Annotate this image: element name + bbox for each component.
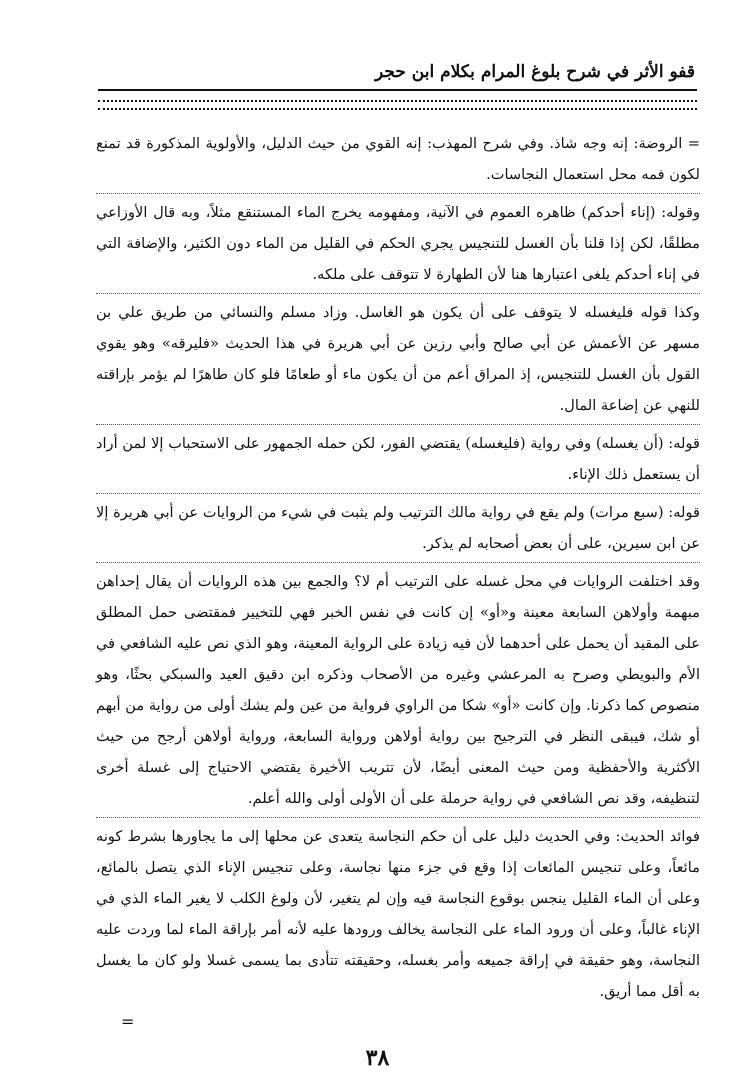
paragraph-separator — [96, 293, 700, 294]
header-rule — [98, 89, 697, 91]
paragraph: قوله: (سبع مرات) ولم يقع في رواية مالك الترتيب ولم يثبت في شيء من الروايات عن أبي هريرة إلا عن ابن سيرين، على أن بعض أصحابه لم يذكر. — [96, 504, 700, 552]
paragraph-separator — [96, 817, 700, 818]
paragraph: وكذا قوله فليغسله لا يتوقف على أن يكون هو الغاسل. وزاد مسلم والنسائي من طريق علي بن مسهر عن الأعمش عن أبي صالح وأبي رزين عن أبي هريرة في هذا الحديث «فليرقه» وهو يقوي القول بأن الغسل للتنجيس، إذ المراق أعم من أن يكون ماء أو طعامًا فلو كان طاهرًا لم يؤمر بإراقته للنهي عن إضاعة المال. — [96, 304, 700, 414]
page-number: ٣٨ — [365, 1045, 390, 1071]
paragraph: وقد اختلفت الروايات في محل غسله على الترتيب أم لا؟ والجمع بين هذه الروايات أن يقال إحداهن مبهمة وأولاهن السابعة معينة و«أو» إن كانت في نفس الخبر فهي للتخيير فمقتضى حمل المطلق على المقيد أن يحمل على أحدهما لأن فيه زيادة على الرواية المعينة، وهو الذي نص عليه الشافعي في الأم والبويطي وصرح به المرعشي وغيره من الأصحاب وذكره ابن دقيق العيد والسبكي بحثًا، وهو منصوص كما ذكرنا. وإن كانت «أو» شكا من الراوي فرواية من عين ولم يشك أولى من رواية من أبهم أو شك، فيبقى النظر في الترجيح بين رواية أولاهن ورواية السابعة، ورواية أولاهن أرجح من حيث الأكثرية والأحفظية ومن حيث المعنى أيضًا، لأن تتريب الأخيرة يقتضي الاحتياج إلى غسلة أخرى لتنظيفه، وقد نص الشافعي في رواية حرملة على أن الأولى أولى والله أعلم. — [96, 573, 700, 807]
paragraph-separator — [96, 562, 700, 563]
paragraph-separator — [96, 493, 700, 494]
paragraph-separator — [96, 193, 700, 194]
paragraph: فوائد الحديث: وفي الحديث دليل على أن حكم النجاسة يتعدى عن محلها إلى ما يجاورها بشرط كونه مائعاً، وعلى تنجيس المائعات إذا وقع في جزء منها نجاسة، وعلى تنجيس الإناء الذي يتصل بالمائع، وعلى أن الماء القليل ينجس بوقوع النجاسة فيه وإن لم يتغير، لأن ولوغ الكلب لا يغير الماء الذي في الإناء غالباً، وعلى أن ورود الماء على النجاسة يخالف ورودها عليه لأنه أمر بإراقة الماء لما وردت عليه النجاسة، وهو حقيقة في إراقة جميعه وأمر بغسله، وحقيقته تتأدى بما يسمى غسلا ولو كان ما يغسل به أقل مما أريق. — [96, 828, 700, 1000]
main-text — [96, 128, 700, 1007]
header-dotted-rule — [98, 100, 697, 102]
paragraph: قوله: (أن يغسله) وفي رواية (فليغسله) يقتضي الفور، لكن حمله الجمهور على الاستحباب إلا لمن أراد أن يستعمل ذلك الإناء. — [96, 435, 700, 483]
paragraph: = الروضة: إنه وجه شاذ. وفي شرح المهذب: إنه القوي من حيث الدليل، والأولوية المذكورة قد تمنع لكون فمه محل استعمال النجاسات. — [96, 135, 700, 183]
paragraph-separator — [96, 424, 700, 425]
header-dotted-rule — [98, 108, 697, 110]
continuation-mark: = — [121, 1012, 135, 1031]
running-title: قفو الأثر في شرح بلوغ المرام بكلام ابن حجر — [375, 62, 695, 82]
paragraph: وقوله: (إناء أحدكم) ظاهره العموم في الآنية، ومفهومه يخرج الماء المستنقع مثلاً، وبه قال الأوزاعي مطلقًا، لكن إذا قلنا بأن الغسل للتنجيس يجري الحكم في القليل من الماء دون الكثير، والإضافة التي في إناء أحدكم يلغى اعتبارها هنا لأن الطهارة لا تتوقف على ملكه. — [96, 204, 700, 283]
